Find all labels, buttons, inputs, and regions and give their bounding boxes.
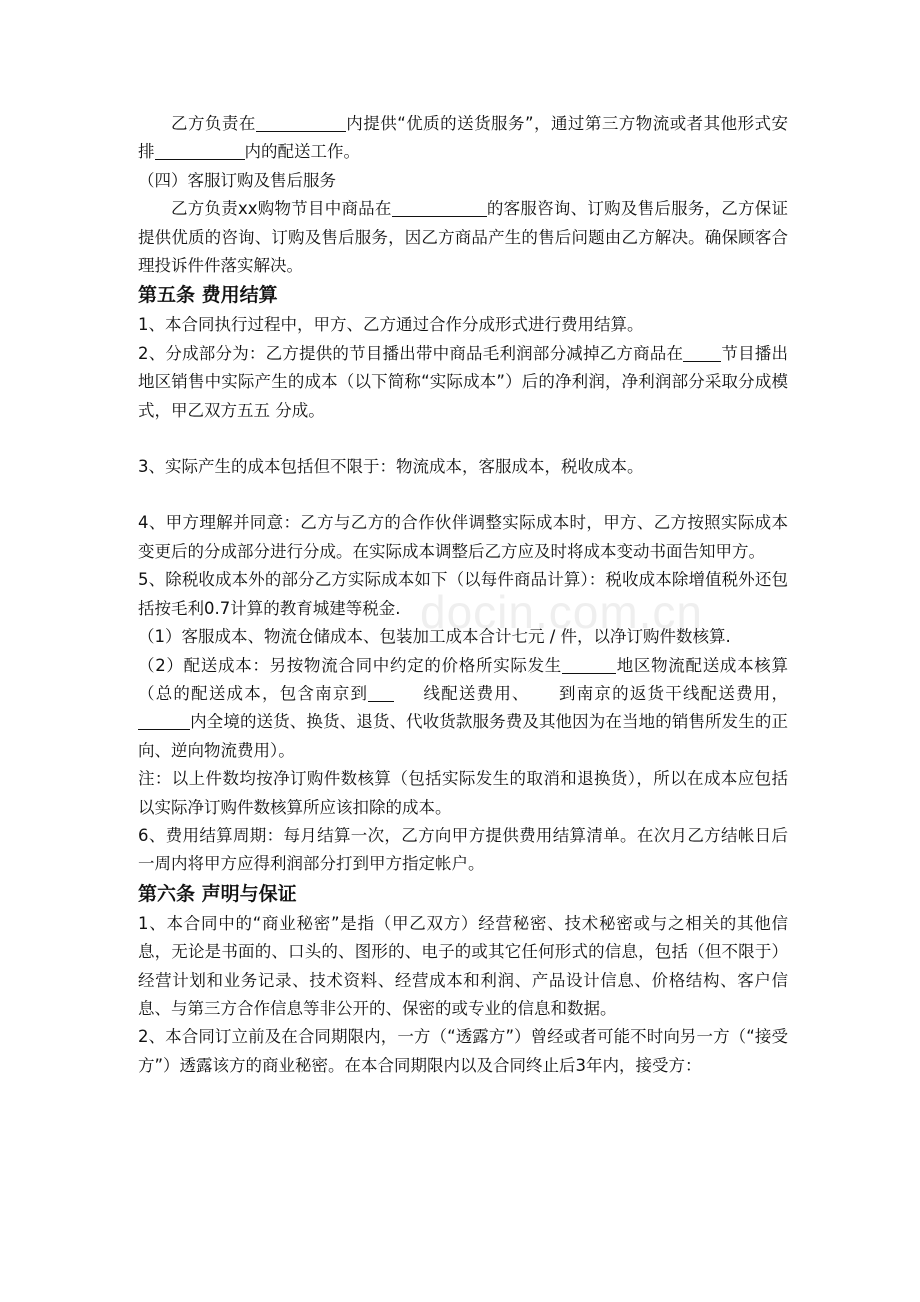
spacer xyxy=(138,425,788,453)
blank-field xyxy=(256,113,346,132)
article-6-title: 第六条 声明与保证 xyxy=(138,882,297,905)
watermark: docin.com.cn xyxy=(420,586,704,638)
section-title-customer-service: （四）客服订购及售后服务 xyxy=(138,170,336,190)
blank-field xyxy=(155,141,245,160)
blank-field xyxy=(138,711,190,730)
spacer xyxy=(138,481,788,509)
article-5-item-2 xyxy=(138,340,788,425)
article-5-item-5-1: （1）客服成本、物流仓储成本、包装加工成本合计七元 / 件，以净订购件数核算. xyxy=(138,627,731,647)
paragraph-delivery xyxy=(138,110,788,167)
article-5-item-1: 1、本合同执行过程中，甲方、乙方通过合作分成形式进行费用结算。 xyxy=(138,315,644,335)
text: （2）配送成本：另按物流合同中约定的价格所实际发生 xyxy=(138,655,562,675)
paragraph-customer-service xyxy=(138,195,788,280)
text: 乙方负责xx购物节目中商品在 xyxy=(171,199,392,219)
text: 内的配送工作。 xyxy=(244,142,360,162)
document-page xyxy=(138,110,788,1080)
text: 地区物流配送成本核算（总的配送成本，包含南京到 xyxy=(138,655,789,703)
article-6-item-2: 2、本合同订立前及在合同期限内，一方（“透露方”）曾经或者可能不时向另一方（“接受方”）透露该方的商业秘密。在本合同期限内以及合同终止后3年内，接受方： xyxy=(138,1027,788,1075)
article-5-note: 注：以上件数均按净订购件数核算（包括实际发生的取消和退换货），所以在成本应包括以实际净订购件数核算所应该扣除的成本。 xyxy=(138,769,788,817)
article-5-item-5-2 xyxy=(138,652,788,766)
article-6-item-1: 1、本合同中的“商业秘密”是指（甲乙双方）经营秘密、技术秘密或与之相关的其他信息，无论是书面的、口头的、图形的、电子的或其它任何形式的信息，包括（但不限于）经营计划和业务记录、技术资料、经营成本和利润、产品设计信息、价格结构、客户信息、与第三方合作信息等非公开的、保密的或专业的信息和数据。 xyxy=(138,913,788,1018)
text: 节目播出地区销售中实际产生的成本（以下简称“实际成本”）后的净利润，净利润部分采取分成模式，甲乙双方五五 分成。 xyxy=(138,343,788,420)
text: 内全境的送货、换货、退货、代收货款服务费及其他因为在当地的销售所发生的正向、逆向物流费用）。 xyxy=(138,712,788,760)
article-5-item-6: 6、费用结算周期：每月结算一次，乙方向甲方提供费用结算清单。在次月乙方结帐日后一周内将甲方应得利润部分打到甲方指定帐户。 xyxy=(138,825,788,874)
blank-field xyxy=(392,198,487,217)
text: 到南京的返货干线配送费用， xyxy=(557,683,789,703)
blank-field xyxy=(683,343,721,362)
article-5-item-4: 4、甲方理解并同意：乙方与乙方的合作伙伴调整实际成本时，甲方、乙方按照实际成本变更后的分成部分进行分成。在实际成本调整后乙方应及时将成本变动书面告知甲方。 xyxy=(138,513,788,561)
text: 乙方负责在 xyxy=(171,114,256,133)
text: 线配送费用、 xyxy=(422,683,530,703)
article-5-title: 第五条 费用结算 xyxy=(138,284,278,307)
text: 内提供“优质的送货服务”，通过第三方物流或者其他形式安排 xyxy=(138,114,788,162)
blank-field xyxy=(368,683,394,702)
blank-field xyxy=(562,655,616,674)
article-5-item-5: 5、除税收成本外的部分乙方实际成本如下（以每件商品计算）：税收成本除增值税外还包括按毛利0.7计算的教育城建等税金. xyxy=(138,570,788,618)
text: 的客服咨询、订购及售后服务，乙方保证提供优质的咨询、订购及售后服务，因乙方商品产生的售后问题由乙方解决。确保顾客合理投诉件件落实解决。 xyxy=(138,199,789,276)
article-5-item-3: 3、实际产生的成本包括但不限于：物流成本，客服成本，税收成本。 xyxy=(138,457,644,477)
text: 2、分成部分为：乙方提供的节目播出带中商品毛利润部分减掉乙方商品在 xyxy=(138,343,684,363)
